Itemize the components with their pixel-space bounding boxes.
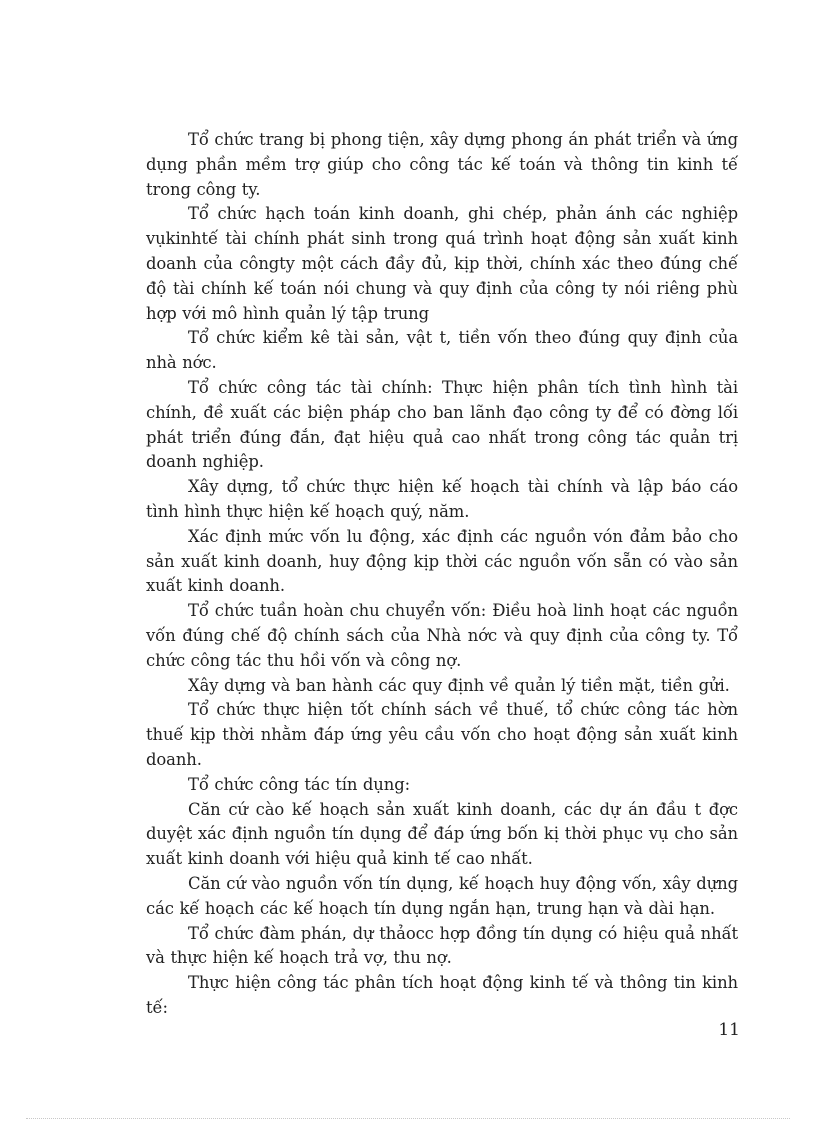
paragraph: Căn cứ vào nguồn vốn tín dụng, kế hoạch huy động vốn, xây dựng các kế hoạch các kế hoạch tín dụng ngắn hạn, trung hạn và dài hạn.: [146, 873, 738, 918]
paragraph: Tổ chức thực hiện tốt chính sách về thuế, tổ chức công tác hờn thuế kịp thời nhằm đáp ứng yêu cầu vốn cho hoạt động sản xuất kinh doanh.: [146, 700, 738, 769]
paragraph: Xác định mức vốn lu động, xác định các nguồn vón đảm bảo cho sản xuất kinh doanh, huy động kịp thời các nguồn vốn sẵn có vào sản xuất kinh doanh.: [146, 526, 738, 596]
page-number: 11: [718, 1020, 740, 1040]
paragraph: Tổ chức trang bị phong tiện, xây dựng phong án phát triển và ứng dụng phần mềm trợ giúp cho công tác kế toán và thông tin kinh tế trong công ty.: [146, 130, 738, 199]
paragraph: Xây dựng, tổ chức thực hiện kế hoạch tài chính và lập báo cáo tình hình thực hiện kế hoạch quý, năm.: [146, 477, 738, 521]
body-text: [146, 128, 738, 1021]
paragraph: Căn cứ cào kế hoạch sản xuất kinh doanh, các dự án đầu t đợc duyệt xác định nguồn tín dụng để đáp ứng bốn kị thời phục vụ cho sản xuất kinh doanh với hiệu quả kinh tế cao nhất.: [146, 799, 738, 869]
paragraph: Tổ chức đàm phán, dự thảocc hợp đồng tín dụng có hiệu quả nhất và thực hiện kế hoạch trả vợ, thu nợ.: [146, 923, 738, 968]
paragraph: Tổ chức công tác tài chính: Thực hiện phân tích tình hình tài chính, đề xuất các biện pháp cho ban lãnh đạo công ty để có đờng lối phát triển đúng đắn, đạt hiệu quả cao nhất trong công tác quản trị doanh nghiệp.: [146, 377, 738, 472]
paragraph: Xây dựng và ban hành các quy định về quản lý tiền mặt, tiền gửi.: [188, 675, 730, 695]
page-bottom-divider: [26, 1118, 790, 1119]
paragraph: Thực hiện công tác phân tích hoạt động kinh tế và thông tin kinh tế:: [146, 973, 738, 1017]
paragraph: Tổ chức kiểm kê tài sản, vật t, tiền vốn theo đúng quy định của nhà nớc.: [146, 328, 738, 373]
paragraph: Tổ chức hạch toán kinh doanh, ghi chép, phản ánh các nghiệp vụkinhtế tài chính phát sinh trong quá trình hoạt động sản xuất kinh doanh của côngty một cách đầy đủ, kịp thời, chính xác theo đúng chế độ tài chính kế toán nói chung và quy định của công ty nói riêng phù hợp với mô hình quản lý tập trung: [146, 204, 738, 323]
paragraph: Tổ chức tuần hoàn chu chuyển vốn: Điều hoà linh hoạt các nguồn vốn đúng chế độ chính sách của Nhà nớc và quy định của công ty. Tổ chức công tác thu hồi vốn và công nợ.: [146, 601, 738, 670]
paragraph: Tổ chức công tác tín dụng:: [188, 774, 411, 794]
